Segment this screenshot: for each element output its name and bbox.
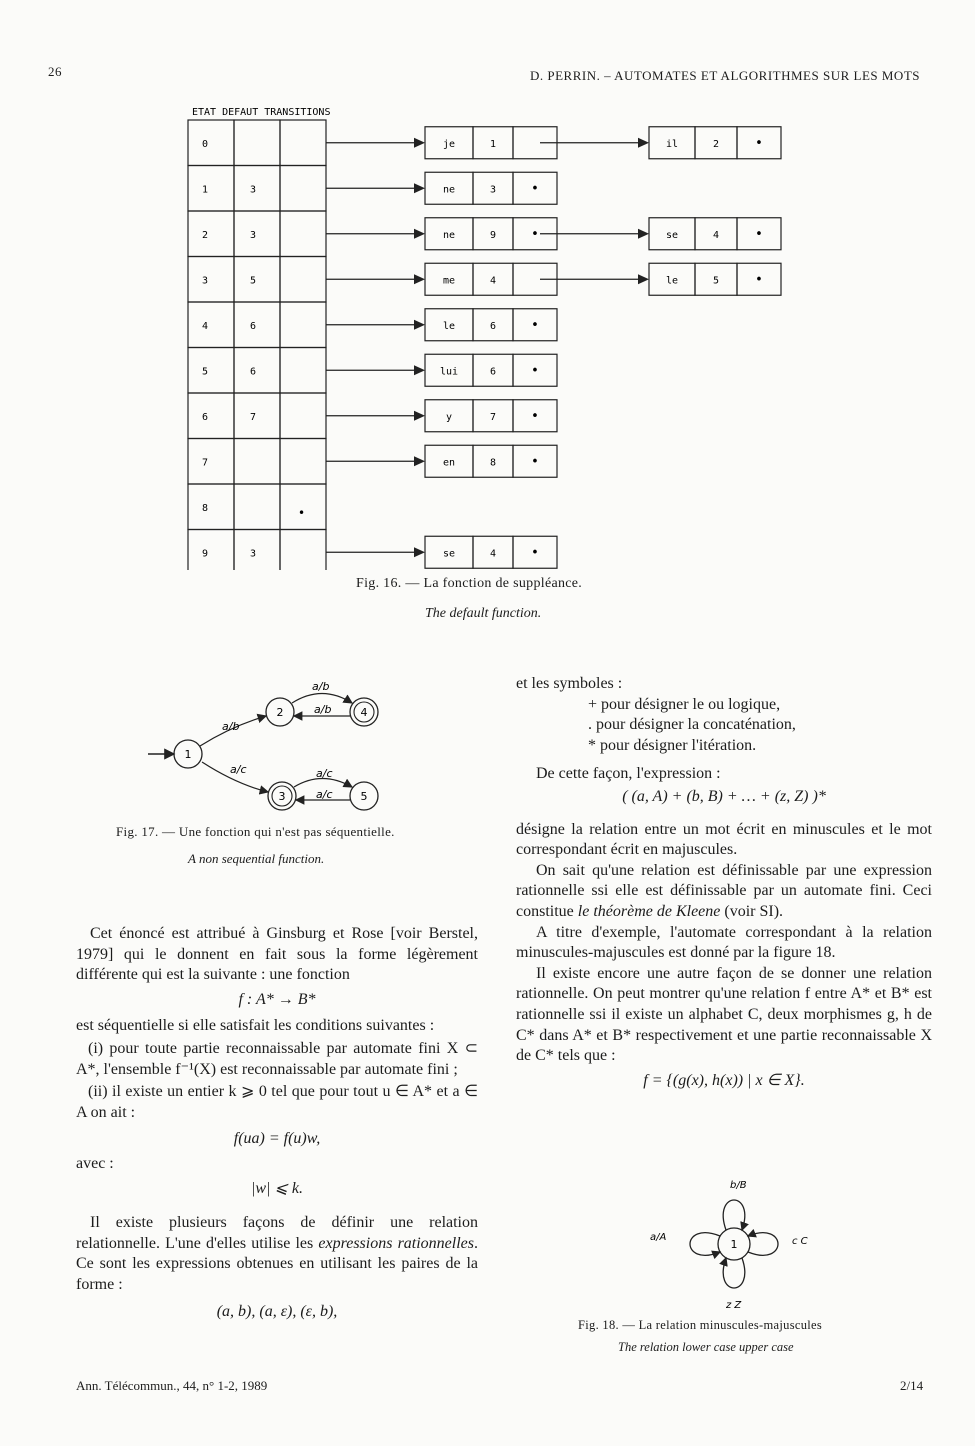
fig16-state-label: 1 xyxy=(202,184,209,196)
fig16-transition-value: • xyxy=(531,363,539,379)
fig18-state-label: 1 xyxy=(730,1238,738,1251)
fig16-table-cell xyxy=(280,530,326,571)
fig16-transition-value: 8 xyxy=(489,457,497,469)
fig18-loop-top-label: b/B xyxy=(730,1180,747,1191)
fig16-table-cell xyxy=(188,530,234,571)
fig16-transition-value: 4 xyxy=(489,275,497,287)
fig18-loop-bottom-label: z Z xyxy=(726,1300,742,1311)
fig17-caption-en: A non sequential function. xyxy=(188,851,325,866)
fig17-edge-3-5-label: a/c xyxy=(316,767,333,780)
fig16-transition-value: 4 xyxy=(489,548,497,560)
fig17-state-2-label: 2 xyxy=(276,706,284,719)
fig16-table-cell xyxy=(280,166,326,212)
fig16-caption: Fig. 16. — La fonction de suppléance. xyxy=(356,576,583,591)
fig16-transition-value: ne xyxy=(442,184,456,196)
right-symbol-3: * pour désigner l'itération. xyxy=(588,736,757,754)
fig16-chain-value: il xyxy=(665,138,679,150)
fig16-table-cell xyxy=(280,120,326,166)
right-paragraph-3 xyxy=(516,861,932,923)
fig16-chain-value: 5 xyxy=(712,275,720,287)
fig16-transition-value: me xyxy=(442,275,456,287)
fig16-row-mark: • xyxy=(298,506,306,520)
fig16-transition-value: • xyxy=(531,317,539,333)
fig16-state-label: 2 xyxy=(202,230,209,241)
fig18-loop-top xyxy=(723,1200,745,1230)
fig16-table-cell xyxy=(234,439,280,485)
fig16-chain-arrowhead xyxy=(638,274,649,284)
fig16-chain-value: le xyxy=(665,275,679,287)
right-formula-2: f = {(g(x), h(x)) | x ∈ X}. xyxy=(643,1071,805,1089)
right-paragraph-2: désigne la relation entre un mot écrit en minuscules et le mot correspondant écrit en majuscules. xyxy=(516,820,932,859)
fig17-state-1-label: 1 xyxy=(184,748,192,761)
left-paragraph-5-emph: expressions rationnelles xyxy=(318,1234,475,1252)
left-formula-3: |w| ⩽ k. xyxy=(251,1179,303,1197)
fig16-transition-value: lui xyxy=(439,366,459,378)
fig18-diagram xyxy=(640,1176,830,1314)
footer-page-code: 2/14 xyxy=(900,1378,924,1393)
fig16-transition-value: le xyxy=(442,320,456,332)
fig16-table-cell xyxy=(234,120,280,166)
fig17-edge-5-3-label: a/c xyxy=(316,788,333,801)
fig16-table-cell xyxy=(234,166,280,212)
fig16-transition-value: 3 xyxy=(489,184,497,196)
fig16-table-cell xyxy=(280,393,326,439)
fig16-table-cell xyxy=(188,120,234,166)
fig16-table-cell xyxy=(280,211,326,257)
fig16-table-cell xyxy=(188,257,234,303)
fig16-default-label: 6 xyxy=(250,321,257,332)
fig16-chain-arrowhead xyxy=(638,138,649,148)
fig16-state-label: 4 xyxy=(202,321,209,332)
fig16-transition-value: • xyxy=(531,226,539,242)
fig16-table-cell xyxy=(188,348,234,394)
fig17-state-3-label: 3 xyxy=(278,790,286,803)
fig16-default-label: 5 xyxy=(250,275,257,287)
fig16-state-label: 8 xyxy=(202,503,209,514)
left-paragraph-1: Cet énoncé est attribué à Ginsburg et Rose [voir Berstel, 1979] qui le donnent en fait sous la forme légèrement différente qui est la suivante : une fonction xyxy=(76,925,478,984)
fig16-default-label: 3 xyxy=(250,184,257,196)
fig17-caption: Fig. 17. — Une fonction qui n'est pas séquentielle. xyxy=(116,824,395,839)
left-paragraph-5-start: Il existe plusieurs façons de définir une relation relationnelle. L'une d'elles utilise les xyxy=(76,1214,478,1252)
fig18-loop-left xyxy=(690,1233,720,1256)
fig16-table-cell xyxy=(188,484,234,530)
fig16-table-cell xyxy=(234,211,280,257)
left-column xyxy=(76,924,478,1322)
fig16-arrowhead xyxy=(414,138,425,148)
left-paragraph-4: (ii) il existe un entier k ⩾ 0 tel que pour tout u ∈ A* et a ∈ A on ait : xyxy=(76,1083,478,1121)
fig16-chain-arrowhead xyxy=(638,229,649,239)
fig16-transition-value: • xyxy=(531,181,539,197)
right-paragraph-1: De cette façon, l'expression : xyxy=(536,765,721,783)
left-avec: avec : xyxy=(76,1154,114,1172)
fig18-loop-right-label: c C xyxy=(792,1236,808,1247)
fig16-transition-value: en xyxy=(442,457,456,469)
fig16-table-cell xyxy=(188,166,234,212)
fig17-edge-4-2-label: a/b xyxy=(314,703,332,716)
right-paragraph-3-end: (voir SI). xyxy=(720,902,784,920)
left-paragraph-2: est séquentielle si elle satisfait les conditions suivantes : xyxy=(76,1017,435,1035)
fig16-table-cell xyxy=(234,348,280,394)
fig16-transition-value: 9 xyxy=(489,229,497,241)
fig16-table-cell xyxy=(280,348,326,394)
fig16-transition-value: • xyxy=(531,408,539,424)
fig17-edge-1-3-label: a/c xyxy=(230,763,247,776)
fig16-transition-value: je xyxy=(442,138,456,150)
fig18-loop-right xyxy=(748,1233,778,1256)
fig16-default-label: 3 xyxy=(250,230,257,241)
fig16-arrowhead xyxy=(414,183,425,193)
fig16-arrowhead xyxy=(414,365,425,375)
fig16-state-label: 9 xyxy=(202,548,209,560)
fig16-default-label: 3 xyxy=(250,548,257,560)
fig16-table-cell xyxy=(234,393,280,439)
left-paragraph-3: (i) pour toute partie reconnaissable par automate fini X ⊂ A*, l'ensemble f⁻¹(X) est reconnaissable par automate fini ; xyxy=(76,1039,478,1078)
fig16-transition-value: 6 xyxy=(489,366,497,378)
fig16-arrowhead xyxy=(414,274,425,284)
fig18-caption: Fig. 18. — La relation minuscules-majuscules xyxy=(578,1318,823,1332)
left-formula-4: (a, b), (a, ε), (ε, b), xyxy=(216,1302,338,1320)
fig16-table-cell xyxy=(280,439,326,485)
fig17-diagram xyxy=(140,670,400,820)
fig16-transition-value: y xyxy=(445,411,453,423)
fig16-arrowhead xyxy=(414,320,425,330)
right-paragraph-3-start: On sait qu'une relation est définissable par une expression rationnelle ssi elle est définissable par un automate fini. Ceci constitue xyxy=(516,861,932,920)
fig18-caption-en: The relation lower case upper case xyxy=(618,1340,794,1354)
fig17-edge-2-4-label: a/b xyxy=(312,680,330,693)
fig16-chain-value: • xyxy=(755,272,763,288)
fig16-table-cell xyxy=(280,257,326,303)
fig16-state-label: 6 xyxy=(202,412,209,423)
fig16-state-label: 0 xyxy=(202,139,209,150)
fig16-chain-value: se xyxy=(665,229,679,241)
fig17-state-4-label: 4 xyxy=(360,706,368,719)
left-formula-2: f(ua) = f(u)w, xyxy=(233,1130,321,1148)
fig16-arrowhead xyxy=(414,456,425,466)
right-paragraph-4: A titre d'exemple, l'automate correspondant à la relation minuscules-majuscules est donné par la figure 18. xyxy=(516,923,932,962)
fig16-transition-value: • xyxy=(531,545,539,561)
fig16-table-cell xyxy=(188,393,234,439)
fig16-state-label: 7 xyxy=(202,457,209,469)
fig16-table xyxy=(188,120,326,570)
fig16-state-label: 5 xyxy=(202,366,209,378)
fig16-table-header: ETAT DEFAUT TRANSITIONS xyxy=(192,107,331,118)
running-title: D. PERRIN. – AUTOMATES ET ALGORITHMES SUR LES MOTS xyxy=(529,68,920,83)
fig16-chain-value: 2 xyxy=(712,138,720,150)
fig16-table-cell xyxy=(188,302,234,348)
fig16-transition-value: 1 xyxy=(489,138,497,150)
right-symbol-2: . pour désigner la concaténation, xyxy=(588,716,796,734)
fig16-chain-value: • xyxy=(755,226,763,242)
fig16-state-label: 3 xyxy=(202,275,209,287)
fig17-state-5-label: 5 xyxy=(360,790,368,803)
fig16-table-cell xyxy=(234,484,280,530)
fig16-default-label: 6 xyxy=(250,366,257,378)
fig16-table-cell xyxy=(188,439,234,485)
fig16-default-label: 7 xyxy=(250,412,257,423)
fig16-table-cell xyxy=(234,257,280,303)
left-paragraph-5 xyxy=(76,1213,478,1295)
fig16-transition-cells xyxy=(326,127,781,569)
right-intro: et les symboles : xyxy=(516,675,623,692)
right-column xyxy=(516,674,932,1091)
fig16-transition-value: 7 xyxy=(489,411,497,423)
fig16-table-cell xyxy=(234,302,280,348)
fig18-loop-left-label: a/A xyxy=(650,1232,667,1243)
fig16-caption-en: The default function. xyxy=(425,606,542,621)
right-paragraph-3-emph: le théorème de Kleene xyxy=(577,902,721,920)
fig16-diagram xyxy=(180,100,800,570)
fig18-loop-bottom xyxy=(723,1258,745,1288)
right-paragraph-5: Il existe encore une autre façon de se donner une relation rationnelle. On peut montrer qu'une relation f entre A* et B* est rationnelle ssi il existe un alphabet C, deux morphismes g, h de C* dans A* et B* respectivement et une partie reconnaissable X de C* tels que : xyxy=(516,964,932,1065)
fig16-table-cell xyxy=(234,530,280,571)
fig16-chain-value: 4 xyxy=(712,229,720,241)
fig16-arrowhead xyxy=(414,229,425,239)
fig16-transition-value: ne xyxy=(442,229,456,241)
right-symbol-1: + pour désigner le ou logique, xyxy=(588,695,781,713)
fig16-arrowhead xyxy=(414,411,425,421)
fig16-arrowhead xyxy=(414,547,425,557)
footer-journal: Ann. Télécommun., 44, n° 1-2, 1989 xyxy=(76,1378,268,1393)
fig17-edge-1-2-label: a/b xyxy=(222,720,240,733)
left-formula-1: f : A* → B* xyxy=(238,990,316,1008)
fig16-table-cell xyxy=(280,302,326,348)
fig16-chain-value: • xyxy=(755,135,763,151)
left-paragraph-5-end: . Ce sont les expressions obtenues en utilisant les paires de la forme : xyxy=(76,1234,479,1293)
fig16-table-cell xyxy=(188,211,234,257)
fig17-edge-2-4 xyxy=(292,694,352,704)
fig16-transition-value: 6 xyxy=(489,320,497,332)
fig16-transition-value: • xyxy=(531,454,539,470)
fig16-transition-value: se xyxy=(442,548,456,560)
right-formula-1: ( (a, A) + (b, B) + … + (z, Z) )* xyxy=(622,787,826,805)
page-number: 26 xyxy=(48,64,62,79)
